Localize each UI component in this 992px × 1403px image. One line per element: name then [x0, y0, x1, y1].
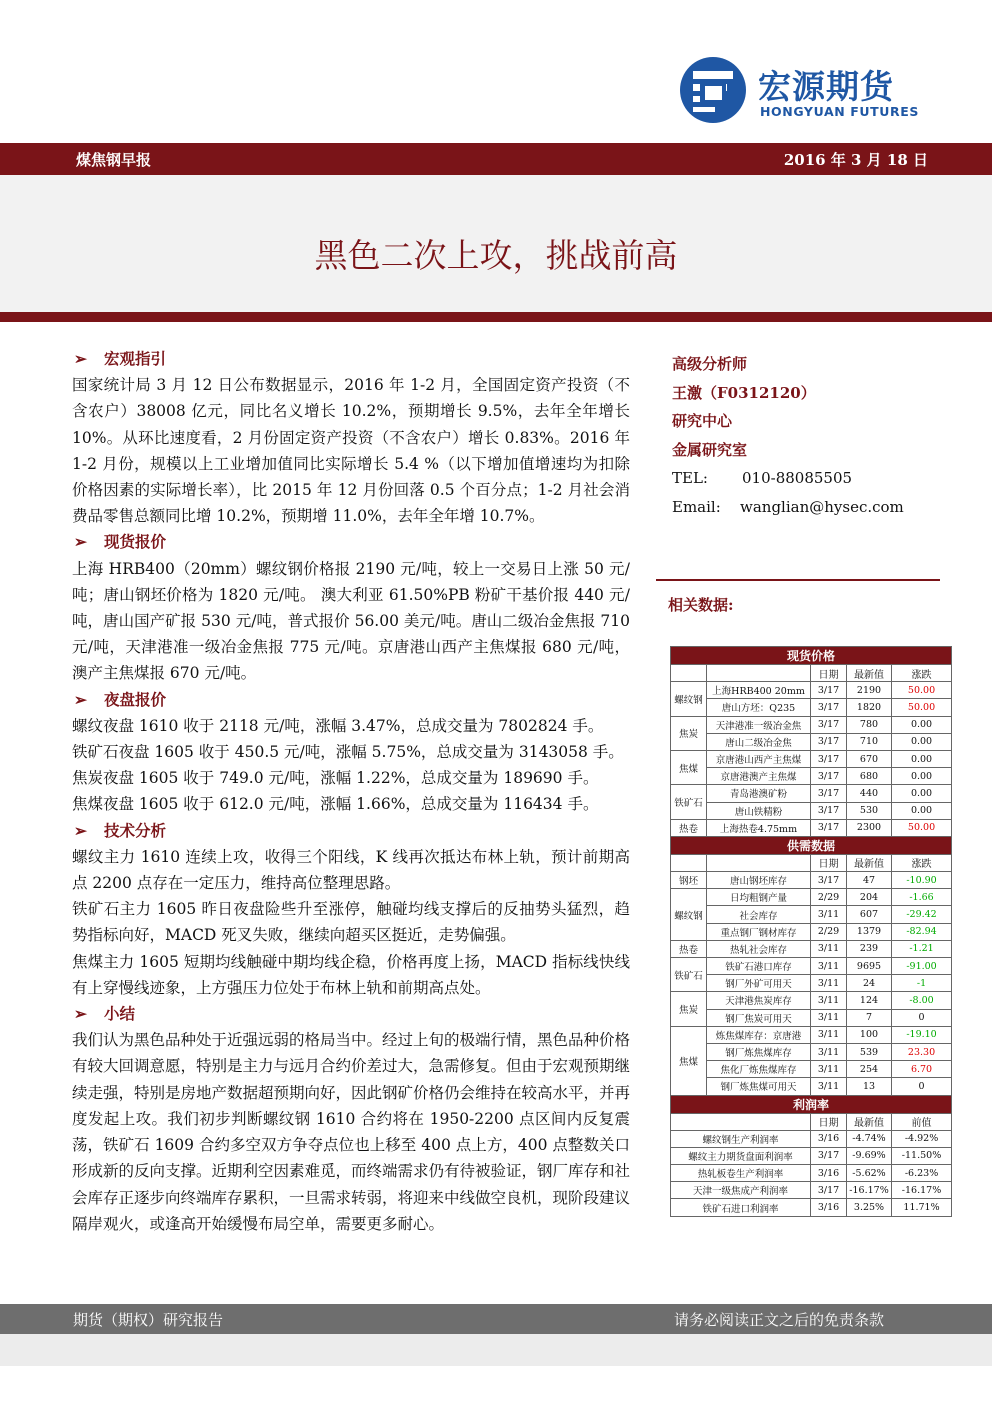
change-value: 0.00: [892, 785, 952, 802]
row-group-label: 螺纹钢: [671, 682, 707, 716]
disclaimer-notice: 请务必阅读正文之后的免责条款: [673, 1311, 884, 1329]
change-value: -1: [892, 975, 952, 992]
previous-value: -16.17%: [892, 1182, 952, 1199]
date-cell: 3/17: [811, 1182, 847, 1199]
row-group-label: 焦煤: [671, 1026, 707, 1095]
date-cell: 3/17: [811, 802, 847, 819]
section-heading: [72, 687, 630, 713]
change-value: -91.00: [892, 958, 952, 975]
analyst-role: 高级分析师: [672, 355, 748, 373]
date-cell: 3/17: [811, 785, 847, 802]
company-logo: [678, 55, 943, 125]
section-paragraph: 铁矿石夜盘 1605 收于 450.5 元/吨，涨幅 5.75%，总成交量为 3143058 手。: [72, 743, 624, 762]
previous-value: -11.50%: [892, 1147, 952, 1164]
indicator-name: 铁矿石港口库存: [707, 958, 811, 975]
previous-value: 11.71%: [892, 1199, 952, 1216]
date-cell: 3/11: [811, 1061, 847, 1078]
column-header: 日期: [811, 854, 847, 871]
row-group-label: 焦炭: [671, 716, 707, 750]
indicator-name: 螺纹主力期货盘面利润率: [671, 1147, 811, 1164]
table-row: [671, 1043, 952, 1060]
table-row: [671, 872, 952, 889]
metals-department: 金属研究室: [672, 440, 748, 459]
analyst-info: [672, 350, 932, 521]
table-section-title: 供需数据: [671, 836, 952, 854]
latest-value: 440: [847, 785, 892, 802]
table-row: [671, 1061, 952, 1078]
previous-value: -6.23%: [892, 1165, 952, 1182]
date-cell: 3/17: [811, 733, 847, 750]
table-row: [671, 1147, 952, 1164]
date-cell: 3/11: [811, 1043, 847, 1060]
section-heading: [72, 818, 630, 844]
section-heading-text: 夜盘报价: [104, 689, 167, 709]
indicator-name: 炼焦煤库存：京唐港: [707, 1026, 811, 1043]
column-header: 日期: [811, 665, 847, 682]
footer-left-text: 期货（期权）研究报告: [73, 1311, 224, 1329]
table-row: [671, 992, 952, 1009]
row-group-label: 热卷: [671, 940, 707, 957]
date-cell: 3/17: [811, 716, 847, 733]
indicator-name: 上海HRB400 20mm: [707, 682, 811, 699]
date-cell: 3/17: [811, 872, 847, 889]
row-group-label: 螺纹钢: [671, 889, 707, 941]
logo-chinese-name: 宏源期货: [758, 67, 894, 106]
latest-value: 1820: [847, 699, 892, 716]
table-row: [671, 923, 952, 940]
date-cell: 3/11: [811, 958, 847, 975]
indicator-name: 社会库存: [707, 906, 811, 923]
section-paragraph: 上海 HRB400（20mm）螺纹钢价格报 2190 元/吨，较上一交易日上涨 50 元/吨；唐山钢坯价格为 1820 元/吨。 澳大利亚 61.50%PB 粉矿干基价报 440 元/吨，唐山国产矿报 530 元/吨，普式报价 56.00 美元/吨。唐山二级冶金焦报 710 元/吨，天津港准一级冶金焦报 775 元/吨。京唐港山西产主焦煤报 680 元/吨，澳产主焦煤报 670 元/吨。: [72, 559, 630, 683]
section-heading: [72, 529, 630, 555]
table-row: [671, 785, 952, 802]
section-paragraph: 焦煤主力 1605 短期均线触碰中期均线企稳，价格再度上扬，MACD 指标线快线有上穿慢线迹象，上方强压力位处于布林上轨和前期高点处。: [72, 952, 630, 997]
change-value: -10.90: [892, 872, 952, 889]
table-row: [671, 819, 952, 836]
table-section-header: [671, 836, 952, 854]
date-cell: 3/16: [811, 1199, 847, 1216]
tel-line: [672, 464, 932, 493]
indicator-name: 钢厂外矿可用天: [707, 975, 811, 992]
indicator-name: 青岛港澳矿粉: [707, 785, 811, 802]
report-type: 煤焦钢早报: [76, 151, 152, 169]
change-value: 23.30: [892, 1043, 952, 1060]
tel-number: 010-88085505: [742, 469, 853, 487]
table-row: [671, 802, 952, 819]
change-value: 0.00: [892, 733, 952, 750]
table-row: [671, 975, 952, 992]
change-value: 0: [892, 1009, 952, 1026]
report-title: 黑色二次上攻，挑战前高: [314, 236, 678, 275]
date-cell: 3/11: [811, 975, 847, 992]
section-paragraph: 国家统计局 3 月 12 日公布数据显示，2016 年 1-2 月，全国固定资产投资（不含农户）38008 亿元，同比名义增长 10.2%，预期增长 9.5%，去年全年增长 10%。从环比速度看，2 月份固定资产投资（不含农户）增长 0.83%。2016 年 1-2 月份，规模以上工业增加值同比实际增长 5.4 %（以下增加值增速均为扣除价格因素的实际增长率），比 2015 年 12 月份回落 0.5 个百分点；1-2 月社会消费品零售总额同比增 10.2%，预期增 11.0%，去年全年增 10.7%。: [72, 376, 630, 526]
latest-value: 24: [847, 975, 892, 992]
row-group-label: 铁矿石: [671, 958, 707, 992]
date-cell: 3/11: [811, 1078, 847, 1095]
indicator-name: 重点钢厂钢材库存: [707, 923, 811, 940]
email-address[interactable]: wanglian@hysec.com: [740, 497, 904, 516]
section-heading-text: 现货报价: [104, 532, 167, 552]
column-header: [671, 1113, 811, 1130]
column-header: [671, 665, 707, 682]
latest-value: -4.74%: [847, 1130, 892, 1147]
column-header: [707, 665, 811, 682]
indicator-name: 钢厂炼焦煤可用天: [707, 1078, 811, 1095]
section-heading: [72, 1001, 630, 1027]
section-paragraph: 铁矿石主力 1605 昨日夜盘险些升至涨停，触碰均线支撑后的反抽势头猛烈，趋势指标向好，MACD 死叉失败，继续向超买区挺近，走势偏强。: [72, 900, 630, 945]
column-header: 最新值: [847, 854, 892, 871]
date-cell: 3/17: [811, 682, 847, 699]
change-value: 6.70: [892, 1061, 952, 1078]
table-row: [671, 768, 952, 785]
footer-bar: [0, 1304, 992, 1334]
latest-value: 2300: [847, 819, 892, 836]
arrow-bullet-icon: ➢: [74, 820, 87, 840]
section-paragraph: 我们认为黑色品种处于近强远弱的格局当中。经过上旬的极端行情，黑色品种价格有较大回调意愿，特别是主力与远月合约价差过大，急需修复。但由于宏观预期继续走强，特别是房地产数据超预期向好，因此钢矿价格仍会维持在较高水平，并再度发起上攻。我们初步判断螺纹钢 1610 合约将在 1950-2200 点区间内反复震荡，铁矿石 1609 合约多空双方争夺点位也上移至 400 点上方，400 点整数关口形成新的反向支撑。近期利空因素难觅，而终端需求仍有待被验证，钢厂库存和社会库存正逐步向终端库存累积，一旦需求转弱，将迎来中线做空良机，现阶段建议隔岸观火，或逢高开始缓慢布局空单，需要更多耐心。: [72, 1031, 631, 1233]
latest-value: 2190: [847, 682, 892, 699]
table-row: [671, 733, 952, 750]
column-header: 涨跌: [892, 854, 952, 871]
date-cell: 3/17: [811, 1147, 847, 1164]
previous-value: -4.92%: [892, 1130, 952, 1147]
section-paragraph: 螺纹主力 1610 连续上攻，收得三个阳线，K 线再次抵达布林上轨，预计前期高点 2200 点存在一定压力，维持高位整理思路。: [72, 847, 630, 893]
latest-value: -16.17%: [847, 1182, 892, 1199]
change-value: 50.00: [892, 819, 952, 836]
change-value: -1.66: [892, 889, 952, 906]
change-value: 50.00: [892, 699, 952, 716]
analyst-name: 王激（F0312120）: [672, 383, 816, 402]
latest-value: 204: [847, 889, 892, 906]
date-cell: 3/11: [811, 992, 847, 1009]
change-value: 0: [892, 1078, 952, 1095]
table-column-header-row: [671, 665, 952, 682]
date-cell: 3/11: [811, 906, 847, 923]
latest-value: 780: [847, 716, 892, 733]
indicator-name: 唐山铁精粉: [707, 802, 811, 819]
indicator-name: 天津一级焦成产利润率: [671, 1182, 811, 1199]
table-row: [671, 1165, 952, 1182]
row-group-label: 焦炭: [671, 992, 707, 1026]
column-header: [671, 854, 707, 871]
indicator-name: 铁矿石进口利润率: [671, 1199, 811, 1216]
date-cell: 3/11: [811, 940, 847, 957]
table-row: [671, 906, 952, 923]
latest-value: 530: [847, 802, 892, 819]
section-paragraph: 焦炭夜盘 1605 收于 749.0 元/吨，涨幅 1.22%，总成交量为 189690 手。: [72, 769, 599, 788]
change-value: 0.00: [892, 716, 952, 733]
latest-value: 254: [847, 1061, 892, 1078]
arrow-bullet-icon: ➢: [74, 532, 87, 552]
change-value: 0.00: [892, 768, 952, 785]
indicator-name: 京唐港山西产主焦煤: [707, 750, 811, 767]
change-value: -19.10: [892, 1026, 952, 1043]
hongyuan-logo-icon: [678, 55, 748, 125]
latest-value: 7: [847, 1009, 892, 1026]
research-center: 研究中心: [672, 412, 733, 430]
indicator-name: 螺纹钢生产利润率: [671, 1130, 811, 1147]
column-header: 前值: [892, 1113, 952, 1130]
report-date: 2016 年 3 月 18 日: [783, 151, 928, 169]
date-cell: 3/16: [811, 1165, 847, 1182]
table-row: [671, 1026, 952, 1043]
sidebar-divider: [656, 579, 940, 581]
date-cell: 3/11: [811, 1009, 847, 1026]
indicator-name: 唐山方坯：Q235: [707, 699, 811, 716]
latest-value: 680: [847, 768, 892, 785]
latest-value: 3.25%: [847, 1199, 892, 1216]
table-column-header-row: [671, 854, 952, 871]
table-row: [671, 958, 952, 975]
table-row: [671, 1130, 952, 1147]
change-value: -1.21: [892, 940, 952, 957]
column-header: 最新值: [847, 1113, 892, 1130]
section-heading: [72, 346, 630, 372]
indicator-name: 钢厂焦炭可用天: [707, 1009, 811, 1026]
change-value: -8.00: [892, 992, 952, 1009]
section-paragraph: 焦煤夜盘 1605 收于 612.0 元/吨，涨幅 1.66%，总成交量为 116434 手。: [72, 795, 599, 814]
indicator-name: 京唐港澳产主焦煤: [707, 768, 811, 785]
date-cell: 3/17: [811, 750, 847, 767]
latest-value: -9.69%: [847, 1147, 892, 1164]
table-row: [671, 1199, 952, 1216]
footer-band: [0, 1334, 992, 1366]
indicator-name: 热轧社会库存: [707, 940, 811, 957]
table-row: [671, 750, 952, 767]
date-cell: 2/29: [811, 889, 847, 906]
latest-value: -5.62%: [847, 1165, 892, 1182]
latest-value: 607: [847, 906, 892, 923]
table-row: [671, 940, 952, 957]
table-row: [671, 699, 952, 716]
column-header: 日期: [811, 1113, 847, 1130]
indicator-name: 唐山钢坯库存: [707, 872, 811, 889]
change-value: 50.00: [892, 682, 952, 699]
table-section-header: [671, 647, 952, 665]
table-column-header-row: [671, 1113, 952, 1130]
arrow-bullet-icon: ➢: [74, 689, 87, 709]
table-row: [671, 1009, 952, 1026]
section-heading-text: 小结: [104, 1004, 136, 1024]
indicator-name: 钢厂炼焦煤库存: [707, 1043, 811, 1060]
date-cell: 3/17: [811, 819, 847, 836]
table-row: [671, 889, 952, 906]
date-cell: 3/16: [811, 1130, 847, 1147]
change-value: 0.00: [892, 750, 952, 767]
indicator-name: 日均粗钢产量: [707, 889, 811, 906]
date-cell: 3/11: [811, 1026, 847, 1043]
column-header: [707, 854, 811, 871]
table-section-title: 利润率: [671, 1095, 952, 1113]
indicator-name: 唐山二级冶金焦: [707, 733, 811, 750]
indicator-name: 热轧板卷生产利润率: [671, 1165, 811, 1182]
related-data-heading: 相关数据:: [668, 596, 734, 614]
latest-value: 13: [847, 1078, 892, 1095]
title-band: [0, 175, 992, 312]
latest-value: 100: [847, 1026, 892, 1043]
logo-english-name: HONGYUAN FUTURES: [760, 104, 919, 119]
column-header: 最新值: [847, 665, 892, 682]
change-value: -29.42: [892, 906, 952, 923]
email-line: [672, 493, 932, 522]
email-label: Email:: [672, 497, 721, 516]
change-value: 0.00: [892, 802, 952, 819]
change-value: -82.94: [892, 923, 952, 940]
latest-value: 1379: [847, 923, 892, 940]
report-body: [72, 346, 630, 1237]
table-row: [671, 682, 952, 699]
report-header-bar: [0, 143, 992, 175]
table-row: [671, 1182, 952, 1199]
arrow-bullet-icon: ➢: [74, 349, 87, 368]
date-cell: 3/17: [811, 699, 847, 716]
indicator-name: 焦化厂炼焦煤库存: [707, 1061, 811, 1078]
table-section-header: [671, 1095, 952, 1113]
latest-value: 124: [847, 992, 892, 1009]
date-cell: 2/29: [811, 923, 847, 940]
indicator-name: 天津港焦炭库存: [707, 992, 811, 1009]
title-divider: [0, 312, 992, 322]
column-header: 涨跌: [892, 665, 952, 682]
section-paragraph: 螺纹夜盘 1610 收于 2118 元/吨，涨幅 3.47%，总成交量为 7802824 手。: [72, 716, 604, 735]
row-group-label: 钢坯: [671, 872, 707, 889]
indicator-name: 天津港准一级冶金焦: [707, 716, 811, 733]
latest-value: 670: [847, 750, 892, 767]
table-section-title: 现货价格: [671, 647, 952, 665]
table-row: [671, 716, 952, 733]
row-group-label: 热卷: [671, 819, 707, 836]
row-group-label: 铁矿石: [671, 785, 707, 819]
date-cell: 3/17: [811, 768, 847, 785]
latest-value: 539: [847, 1043, 892, 1060]
latest-value: 239: [847, 940, 892, 957]
arrow-bullet-icon: ➢: [74, 1004, 87, 1024]
indicator-name: 上海热卷4.75mm: [707, 819, 811, 836]
latest-value: 710: [847, 733, 892, 750]
section-heading-text: 技术分析: [104, 820, 167, 840]
market-data-table: [670, 646, 952, 1217]
table-row: [671, 1078, 952, 1095]
latest-value: 47: [847, 872, 892, 889]
tel-label: TEL:: [672, 469, 708, 487]
row-group-label: 焦煤: [671, 750, 707, 784]
section-heading-text: 宏观指引: [104, 349, 167, 368]
latest-value: 9695: [847, 958, 892, 975]
